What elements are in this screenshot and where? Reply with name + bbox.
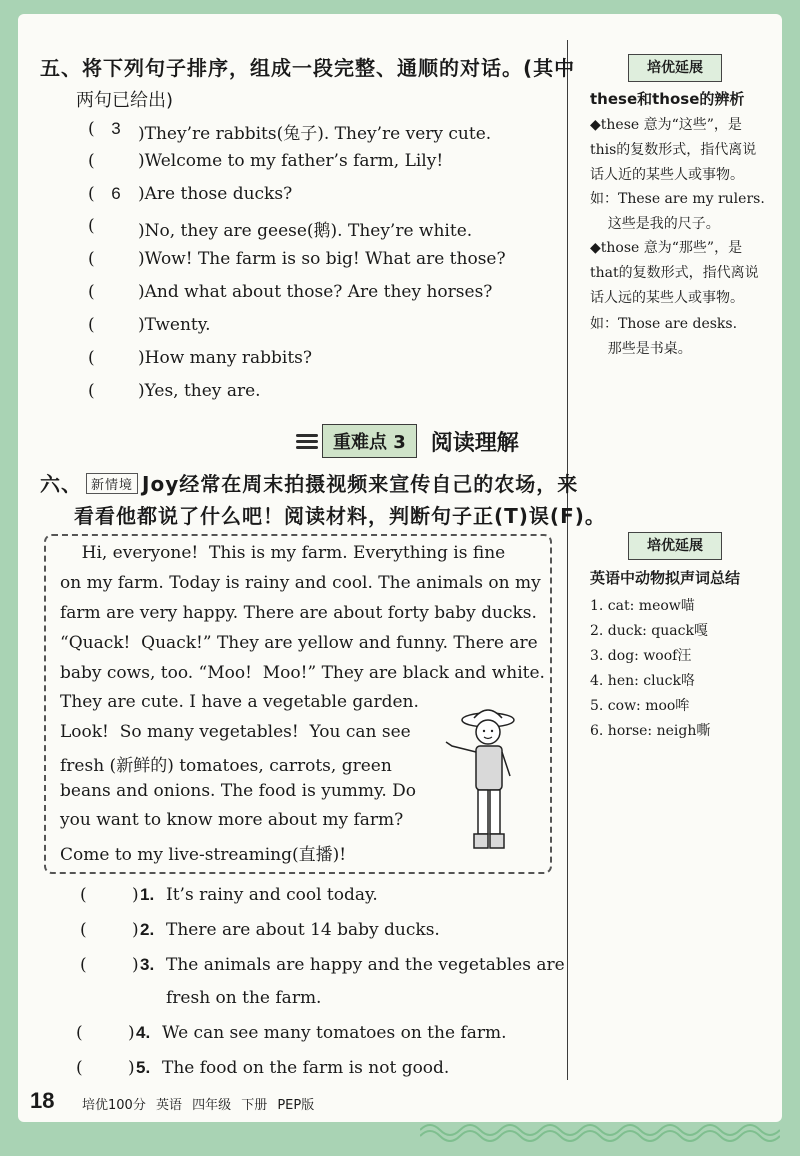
question-number: 1.: [140, 885, 155, 904]
item-text: )And what about those? Are they horses?: [138, 282, 493, 302]
footer-text: 培优100分 英语 四年级 下册 PEP版: [82, 1098, 315, 1113]
question-text: It’s rainy and cool today.: [166, 885, 378, 905]
answer-paren: ): [132, 955, 139, 975]
answer-paren: ): [132, 885, 139, 905]
answer-slot[interactable]: 6: [111, 184, 121, 203]
answer-paren: (: [88, 381, 95, 401]
answer-paren: (: [88, 348, 95, 368]
question-text: There are about 14 baby ducks.: [166, 920, 440, 940]
answer-paren: ): [128, 1058, 135, 1078]
question-text: fresh on the farm.: [166, 988, 322, 1008]
passage-line: They are cute. I have a vegetable garden.: [60, 692, 419, 712]
section5-subtitle: 两句已给出): [76, 90, 174, 111]
sidebar1-tag: 培优延展: [628, 54, 722, 82]
answer-paren: (: [80, 920, 87, 940]
wave-lines-icon: [296, 429, 318, 453]
sidebar2-tag: 培优延展: [628, 532, 722, 560]
passage-line: Look! So many vegetables! You can see: [60, 722, 411, 742]
question-text: The food on the farm is not good.: [162, 1058, 450, 1078]
answer-paren: ): [132, 920, 139, 940]
item-text: )Welcome to my father’s farm, Lily!: [138, 151, 444, 171]
answer-paren: (: [88, 216, 95, 236]
sidebar1-line: that的复数形式，指代离说: [590, 265, 759, 281]
passage-line: beans and onions. The food is yummy. Do: [60, 781, 417, 801]
answer-paren: (: [80, 955, 87, 975]
sidebar1-line: 如：These are my rulers.: [590, 191, 765, 207]
answer-paren: (: [80, 885, 87, 905]
item-text: )Twenty.: [138, 315, 211, 335]
passage-line: farm are very happy. There are about forty baby ducks.: [60, 603, 537, 623]
farmer-boy-illustration: [438, 700, 528, 860]
item-text: )Wow! The farm is so big! What are those?: [138, 249, 506, 269]
passage-line: Come to my live-streaming(直播)!: [60, 845, 347, 865]
sidebar2-line: 2. duck: quack嘎: [590, 623, 708, 639]
sidebar2-line: 5. cow: moo哞: [590, 698, 690, 714]
question-number: 3.: [140, 955, 155, 974]
item-text: )Are those ducks?: [138, 184, 293, 204]
passage-line: “Quack! Quack!” They are yellow and funny. There are: [60, 633, 538, 653]
answer-paren: (: [88, 151, 95, 171]
sidebar2-line: 6. horse: neigh嘶: [590, 723, 711, 739]
sidebar2-line: 3. dog: woof汪: [590, 648, 692, 664]
sidebar1-line: 话人远的某些人或事物。: [590, 290, 744, 306]
sidebar2-line: 4. hen: cluck咯: [590, 673, 695, 689]
item-text: )How many rabbits?: [138, 348, 312, 368]
passage-line: you want to know more about my farm?: [60, 810, 404, 830]
answer-paren: (: [88, 249, 95, 269]
page-number: 18: [30, 1088, 55, 1113]
sidebar1-line: ◆those 意为“那些”，是: [590, 240, 743, 256]
sidebar2-title: 英语中动物拟声词总结: [590, 569, 741, 587]
key-point-label: 重难点 3: [322, 424, 417, 458]
answer-paren: (: [88, 184, 95, 204]
passage-line: baby cows, too. “Moo! Moo!” They are black and white.: [60, 663, 545, 683]
column-divider: [567, 40, 568, 1080]
item-text: )No, they are geese(鹅). They’re white.: [138, 221, 473, 241]
sidebar1-line: 那些是书桌。: [590, 341, 692, 357]
answer-paren: (: [88, 119, 95, 139]
sidebar1-line: 如：Those are desks.: [590, 316, 738, 332]
sidebar2-line: 1. cat: meow喵: [590, 598, 695, 614]
answer-paren: (: [88, 315, 95, 335]
new-context-tag: 新情境: [86, 473, 138, 494]
question-number: 4.: [136, 1023, 151, 1042]
sidebar1-line: 这些是我的尺子。: [590, 216, 720, 232]
decorative-wave: [420, 1118, 780, 1142]
passage-line: on my farm. Today is rainy and cool. The animals on my: [60, 573, 541, 593]
question-number: 5.: [136, 1058, 151, 1077]
section5-title: 五、将下列句子排序，组成一段完整、通顺的对话。(其中: [40, 56, 576, 80]
item-text: )They’re rabbits(兔子). They’re very cute.: [138, 124, 492, 144]
key-point-badge: [296, 426, 519, 456]
question-text: We can see many tomatoes on the farm.: [162, 1023, 507, 1043]
key-point-title: 阅读理解: [430, 430, 519, 456]
question-number: 2.: [140, 920, 155, 939]
sidebar1-line: ◆these 意为“这些”，是: [590, 117, 742, 133]
sidebar1-line: 话人近的某些人或事物。: [590, 167, 744, 183]
answer-slot[interactable]: 3: [111, 119, 121, 138]
item-text: )Yes, they are.: [138, 381, 261, 401]
question-text: The animals are happy and the vegetables are: [166, 955, 565, 975]
answer-paren: ): [128, 1023, 135, 1043]
sidebar1-title: these和those的辨析: [590, 90, 745, 108]
answer-paren: (: [76, 1023, 83, 1043]
passage-line: Hi, everyone! This is my farm. Everything is fine: [60, 543, 506, 563]
answer-paren: (: [76, 1058, 83, 1078]
passage-line: fresh (新鲜的) tomatoes, carrots, green: [60, 756, 392, 776]
sidebar1-line: this的复数形式，指代离说: [590, 142, 757, 158]
section6-instruction: 看看他都说了什么吧！阅读材料，判断句子正(T)误(F)。: [74, 504, 606, 528]
section6-title: 六、 新情境 Joy经常在周末拍摄视频来宣传自己的农场，来: [40, 472, 579, 496]
answer-paren: (: [88, 282, 95, 302]
